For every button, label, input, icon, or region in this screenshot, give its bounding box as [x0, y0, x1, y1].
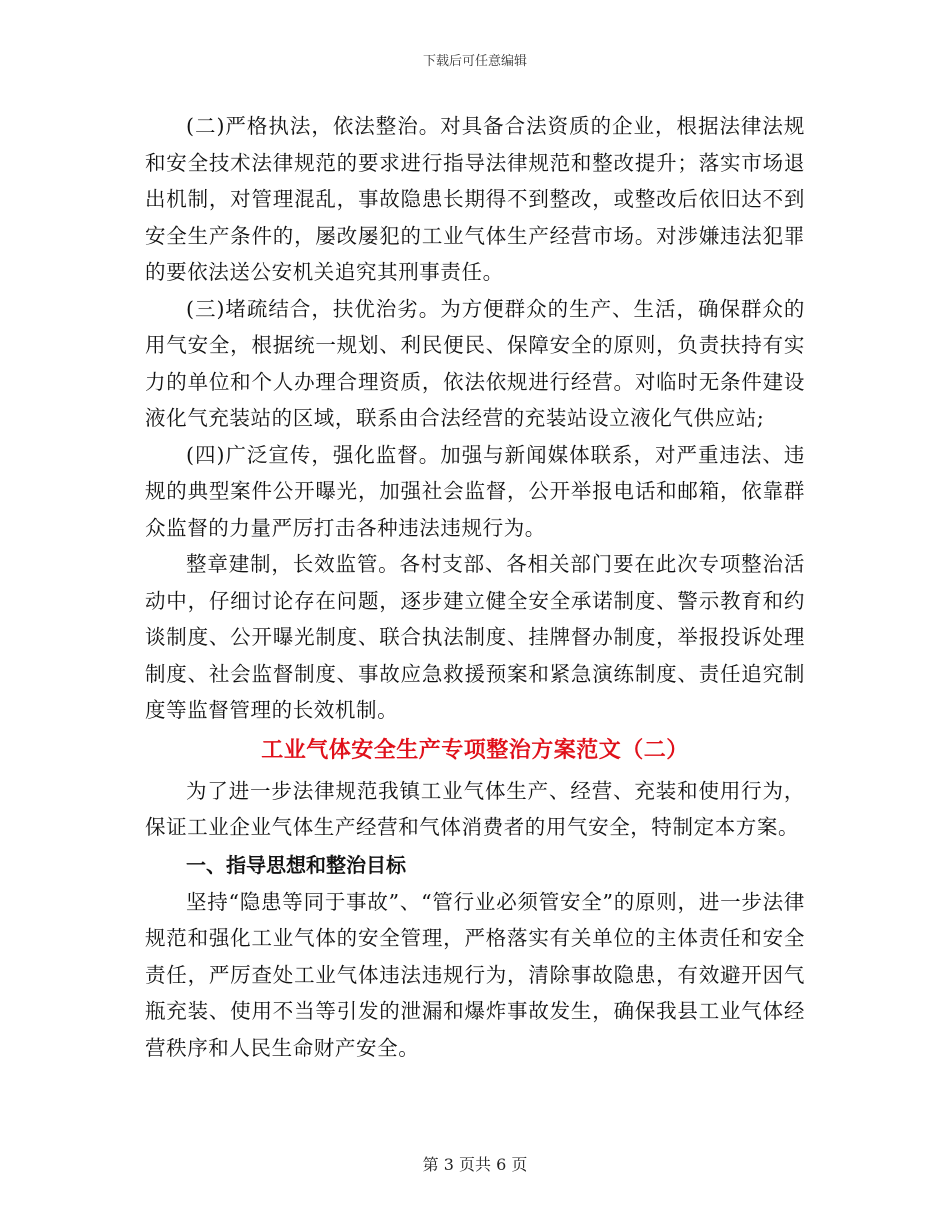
paragraph-publicity-supervision: (四)广泛宣传，强化监督。加强与新闻媒体联系，对严重违法、违规的典型案件公开曝光，加强社会监督，公开举报电话和邮箱，依靠群众监督的力量严厉打击各种违法违规行为。	[145, 442, 805, 540]
page-footer: 第 3 页共 6 页	[422, 1155, 528, 1174]
paragraph-strict-enforcement: (二)严格执法，依法整治。对具备合法资质的企业，根据法律法规和安全技术法律规范的要求进行指导法律规范和整改提升；落实市场退出机制，对管理混乱，事故隐患长期得不到整改，或整改后依旧达不到安全生产条件的，屡改屡犯的工业气体生产经营市场。对涉嫌违法犯罪的要依法送公安机关追究其刑事责任。	[145, 114, 805, 284]
paragraph-combine-block-guide: (三)堵疏结合，扶优治劣。为方便群众的生产、生活，确保群众的用气安全，根据统一规划、利民便民、保障安全的原则，负责扶持有实力的单位和个人办理合理资质，依法依规进行经营。对临时无条件建设液化气充装站的区域，联系由合法经营的充装站设立液化气供应站;	[145, 296, 805, 430]
document-body	[145, 108, 805, 1066]
paragraph-guiding-principle: 坚持“隐患等同于事故”、“管行业必须管安全”的原则，进一步法律规范和强化工业气体的安全管理，严格落实有关单位的主体责任和安全责任，严厉查处工业气体违法违规行为，清除事故隐患，有效避开因气瓶充装、使用不当等引发的泄漏和爆炸事故发生，确保我县工业气体经营秩序和人民生命财产安全。	[145, 889, 805, 1060]
page-header: 下载后可任意编辑	[422, 54, 527, 69]
paragraph-long-term-supervision: 整章建制，长效监管。各村支部、各相关部门要在此次专项整治活动中，仔细讨论存在问题，逐步建立健全安全承诺制度、警示教育和约谈制度、公开曝光制度、联合执法制度、挂牌督办制度，举报投诉处理制度、社会监督制度、事故应急救援预案和紧急演练制度、责任追究制度等监督管理的长效机制。	[145, 552, 805, 722]
section-heading-guiding-ideology: 一、指导思想和整治目标	[186, 852, 406, 877]
paragraph-introduction: 为了进一步法律规范我镇工业气体生产、经营、充装和使用行为，保证工业企业气体生产经营和气体消费者的用气安全，特制定本方案。	[145, 778, 805, 839]
document-title: 工业气体安全生产专项整治方案范文（二）	[261, 737, 689, 763]
